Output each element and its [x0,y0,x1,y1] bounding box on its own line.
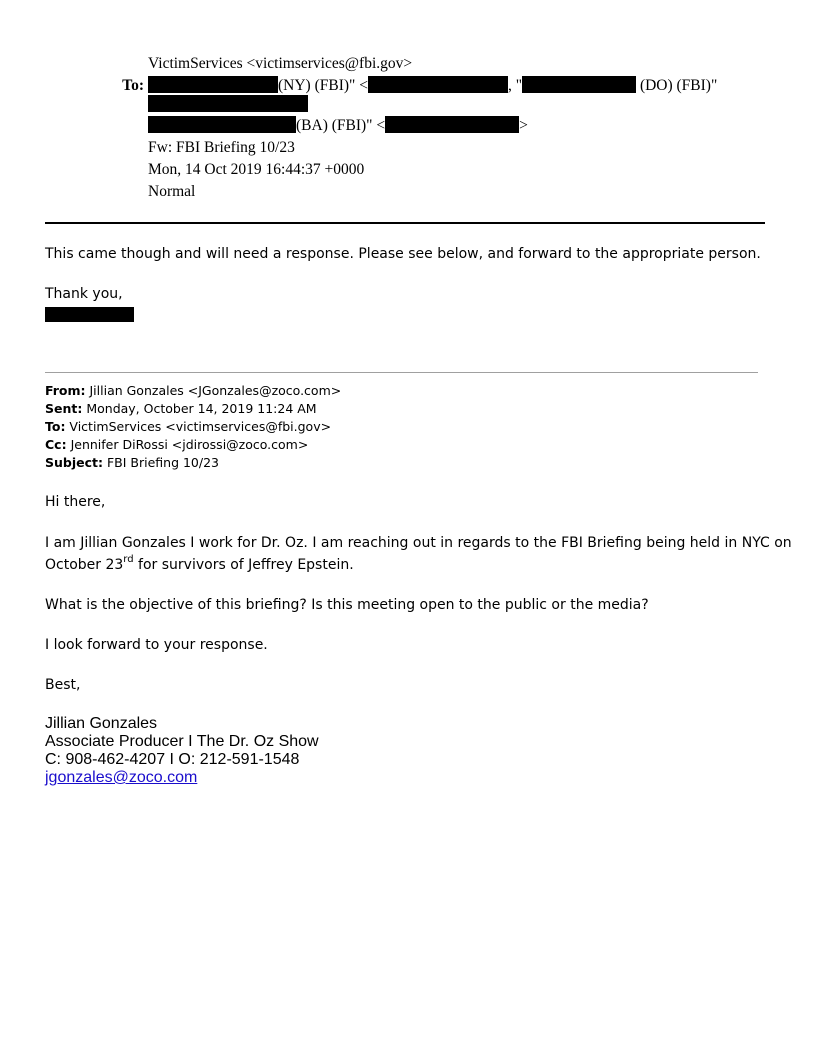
fwd-paragraph-1-line-2 [45,555,354,575]
header-to-part2: , " [507,77,523,94]
fwd-paragraph-3: I look forward to your response. [45,637,268,653]
fwd-from-row [45,382,341,400]
header-to-label: To: [122,77,144,94]
header-date-value: Mon, 14 Oct 2019 16:44:37 +0000 [148,161,365,178]
redaction-block [148,95,308,112]
fwd-from-value: Jillian Gonzales <JGonzales@zoco.com> [85,383,342,398]
forwarded-header [45,382,341,472]
header-subject-value: Fw: FBI Briefing 10/23 [148,139,295,156]
fwd-cc-row [45,436,341,454]
fwd-to-row [45,418,341,436]
sig-title: Associate Producer I The Dr. Oz Show [45,733,319,750]
fwd-greeting: Hi there, [45,494,106,510]
redaction-block [148,116,296,133]
fwd-subject-value: FBI Briefing 10/23 [103,455,220,470]
fwd-from-label: From: [45,383,86,398]
sig-phones: C: 908-462-4207 I O: 212-591-1548 [45,751,300,768]
fwd-p1-date: October 23 [45,557,124,573]
body-line: This came though and will need a response. Please see below, and forward to the appropriate person. [45,246,761,262]
header-to-row [0,75,816,97]
header-from-value: VictimServices <victimservices@fbi.gov> [148,55,413,72]
fwd-p1-ordinal: rd [123,554,134,565]
header-cc-part1: (BA) (FBI)" < [296,117,386,134]
fwd-sent-label: Sent: [45,401,83,416]
fwd-sent-row [45,400,341,418]
fwd-subject-label: Subject: [45,455,103,470]
fwd-to-value: VictimServices <victimservices@fbi.gov> [65,419,332,434]
fwd-cc-label: Cc: [45,437,67,452]
redaction-block [522,76,636,93]
header-to-part1: (NY) (FBI)" < [278,77,368,94]
fwd-paragraph-2: What is the objective of this briefing? Is this meeting open to the public or the media? [45,597,649,613]
signature-redaction [45,307,134,322]
body-thanks: Thank you, [45,286,123,302]
fwd-subject-row [45,454,341,472]
header-to-part3: (DO) (FBI)" [639,77,718,94]
fwd-closing: Best, [45,677,81,693]
fwd-sent-value: Monday, October 14, 2019 11:24 AM [82,401,317,416]
forward-divider [45,372,758,373]
header-cc-part2: > [519,117,528,134]
redaction-block [148,76,278,93]
redaction-block [385,116,519,133]
fwd-p1-rest: for survivors of Jeffrey Epstein. [133,557,354,573]
sig-email-link[interactable]: jgonzales@zoco.com [45,769,198,786]
sig-name: Jillian Gonzales [45,715,158,732]
fwd-cc-value: Jennifer DiRossi <jdirossi@zoco.com> [66,437,309,452]
fwd-paragraph-1-line-1: I am Jillian Gonzales I work for Dr. Oz. I am reaching out in regards to the FBI Briefing being held in NYC on [45,535,792,551]
fwd-to-label: To: [45,419,66,434]
redaction-block [368,76,508,93]
header-importance-value: Normal [148,183,196,200]
header-divider [45,222,765,224]
